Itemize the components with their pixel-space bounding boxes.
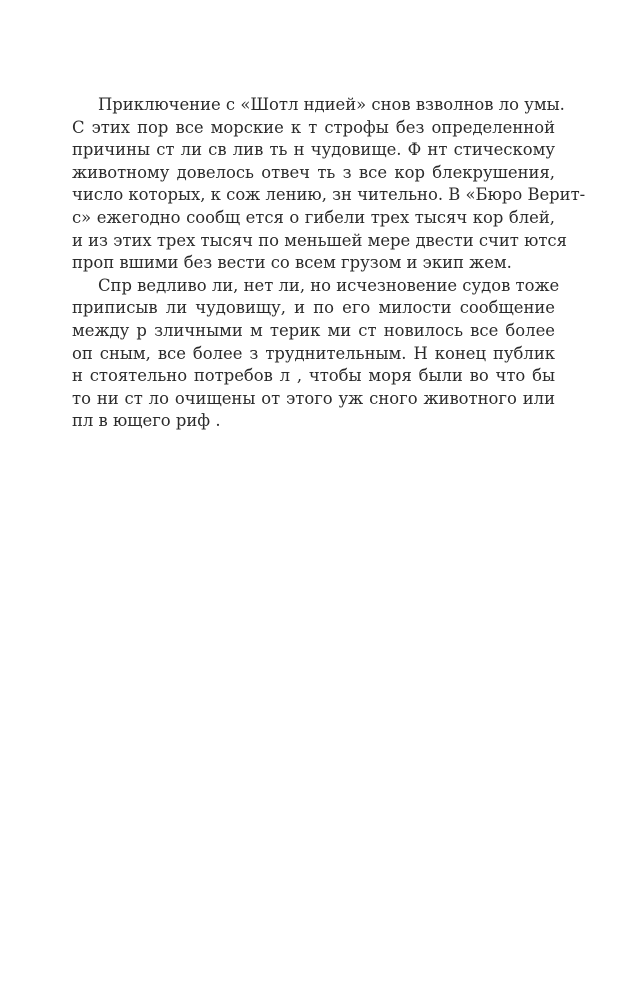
- paragraph-2-line-5: н стоятельно потребов л , чтобы моря были во что бы: [72, 366, 555, 386]
- paragraph-1-line-7: и из этих трех тысяч по меньшей мере двести счит ются: [72, 230, 567, 250]
- paragraph-1-line-8: проп вшими без вести со всем грузом и экип жем.: [72, 253, 512, 273]
- paragraph-1-line-3: причины ст ли св лив ть н чудовище. Ф нт стическому: [72, 140, 555, 160]
- paragraph-1-line-1: Приключение с «Шотл ндией» снов взволнов ло умы.: [98, 95, 565, 114]
- body-text: [72, 94, 586, 433]
- paragraph-2-line-2: приписыв ли чудовищу, и по его милости сообщение: [72, 298, 555, 318]
- paragraph-1-line-5: число которых, к сож лению, зн чительно. В «Бюро Верит-: [72, 185, 586, 205]
- paragraph-2-line-7: пл в ющего риф .: [72, 411, 221, 431]
- paragraph-2-line-3: между р зличными м терик ми ст новилось все более: [72, 320, 555, 340]
- paragraph-1-line-2: С этих пор все морские к т строфы без определенной: [72, 117, 555, 137]
- paragraph-1-line-4: животному довелось отвеч ть з все кор блекрушения,: [72, 162, 555, 182]
- paragraph-2-line-6: то ни ст ло очищены от этого уж сного животного или: [72, 388, 555, 408]
- paragraph-1-line-6: с» ежегодно сообщ ется о гибели трех тысяч кор блей,: [72, 207, 555, 227]
- paragraph-2-line-1: Спр ведливо ли, нет ли, но исчезновение судов тоже: [98, 275, 560, 295]
- paragraph-2-line-4: оп сным, все более з труднительным. Н конец публик: [72, 343, 555, 363]
